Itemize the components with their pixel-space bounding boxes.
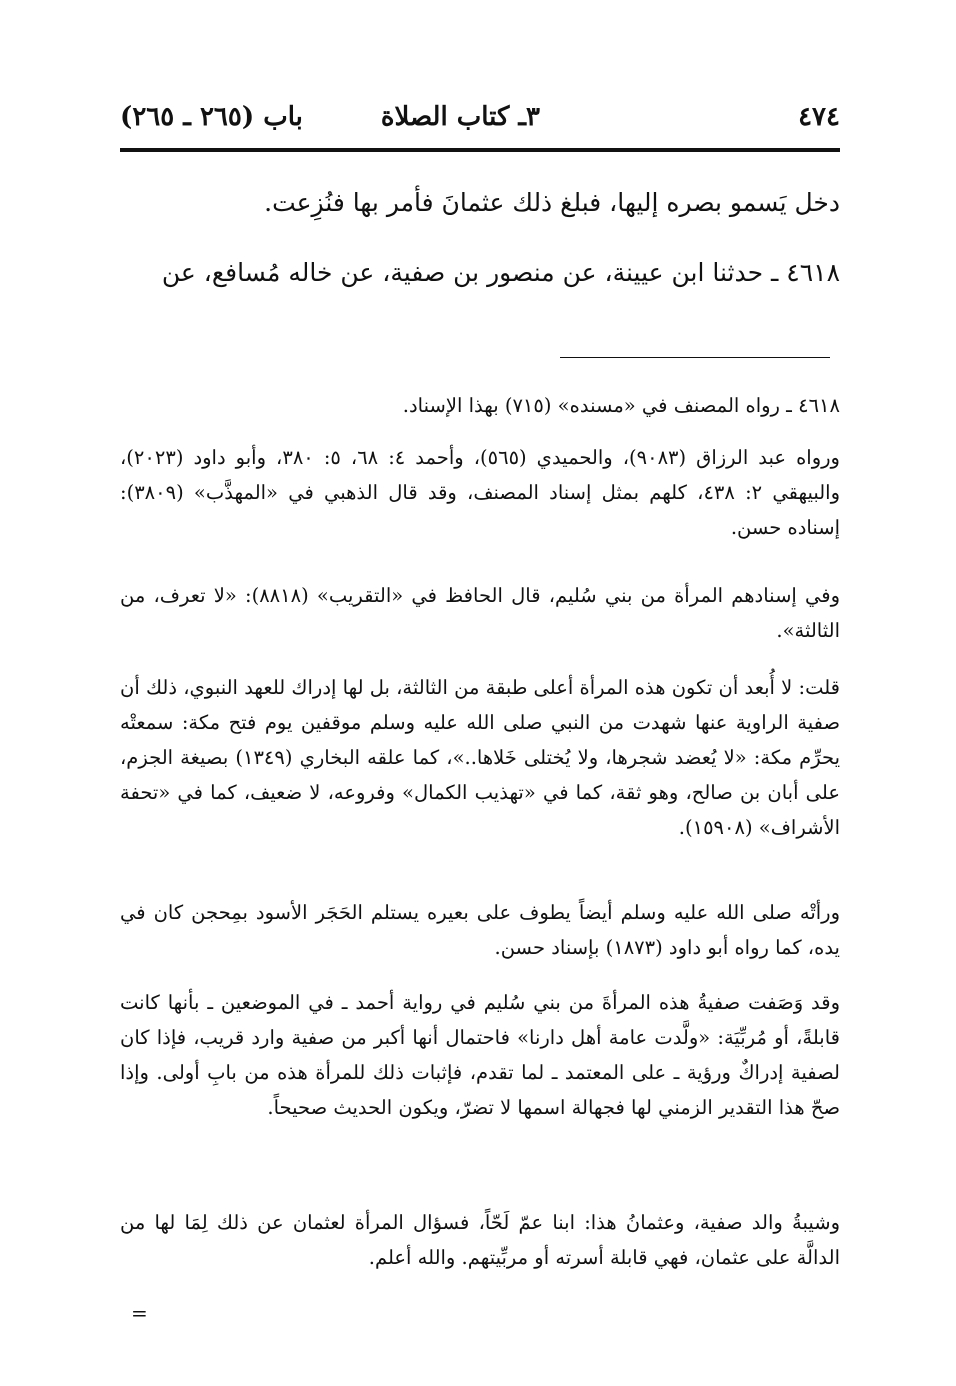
main-text-line: دخل يَسمو بصره إليها، فبلغ ذلك عثمانَ فأمر بها فنُزِعت. — [264, 188, 840, 217]
page-number: ٤٧٤ — [798, 102, 840, 132]
footnote-paragraph: وفي إسنادهم المرأة من بني سُليم، قال الحافظ في «التقريب» (٨٨١٨): «لا تعرف، من الثالثة». — [120, 584, 841, 642]
running-header — [120, 100, 840, 150]
footnote-paragraph: وقد وَصَفت صفيةُ هذه المرأةَ من بني سُليم في رواية أحمد ـ في الموضعين ـ بأنها كانت قابلةً، أو مُربِّيَة: «ولَّدت عامة أهل دارنا» فاحتمال أنها أكبر من صفية وارد قريب، فإذا كان لصفية إدراكٌ ورؤية ـ على المعتمد ـ لما تقدم، فإثبات ذلك للمرأة هذه من بابِ أولى. وإذا صحّ هذا التقدير الزمني لها فجهالة اسمها لا تضرّ، ويكون الحديث صحيحاً. — [120, 991, 840, 1119]
footnote-paragraph: قلت: لا أُبعد أن تكون هذه المرأة أعلى طبقة من الثالثة، بل لها إدراك للعهد النبوي، ذلك أن صفية الراوية عنها شهدت من النبي صلى الله عليه وسلم موقفين يوم فتح مكة: سمعتْه يحرِّم مكة: «لا يُعضد شجرها، ولا يُختلى خَلاها..»، كما علقه البخاري (١٣٤٩) بصيغة الجزم، على أبان بن صالح، وهو ثقة، كما في «تهذيب الكمال» وفروعه، لا ضعيف، كما في «تحفة الأشراف» (١٥٩٠٨). — [120, 676, 840, 839]
header-rule-thin — [120, 151, 840, 152]
footnote-paragraph: ورأتْه صلى الله عليه وسلم أيضاً يطوف على بعيره يستلم الحَجَر الأسود بمِحجن كان في يده، كما رواه أبو داود (١٨٧٣) بإسناد حسن. — [120, 901, 840, 959]
footnote-paragraph: ورواه عبد الرزاق (٩٠٨٣)، والحميدي (٥٦٥)، وأحمد ٤: ٦٨، ٥: ٣٨٠، وأبو داود (٢٠٢٣)، والبيهقي ٢: ٤٣٨، كلهم بمثل إسناد المصنف، وقد قال الذهبي في «المهذَّب» (٣٨٠٩): إسناده حسن. — [120, 446, 841, 539]
footnote-paragraph: ٤٦١٨ ـ رواه المصنف في «مسنده» (٧١٥) بهذا الإسناد. — [402, 394, 840, 417]
hadith-text: ٤٦١٨ ـ حدثنا ابن عيينة، عن منصور بن صفية، عن خاله مُسافع، عن — [161, 258, 840, 287]
footnote-separator — [560, 357, 830, 358]
book-title: ٣ـ كتاب الصلاة — [380, 102, 540, 132]
footnote-paragraph: وشيبةُ والد صفية، وعثمانُ هذا: ابنا عمّ لَحّاً، فسؤال المرأة لعثمان عن ذلك لِمَا لها من الدالَّة على عثمان، فهي قابلة أسرته أو مربِّيتهم. والله أعلم. — [120, 1211, 840, 1269]
continuation-mark: = — [131, 1301, 148, 1325]
section-title: باب (٢٦٥ ـ ٢٦٥) — [120, 102, 303, 132]
